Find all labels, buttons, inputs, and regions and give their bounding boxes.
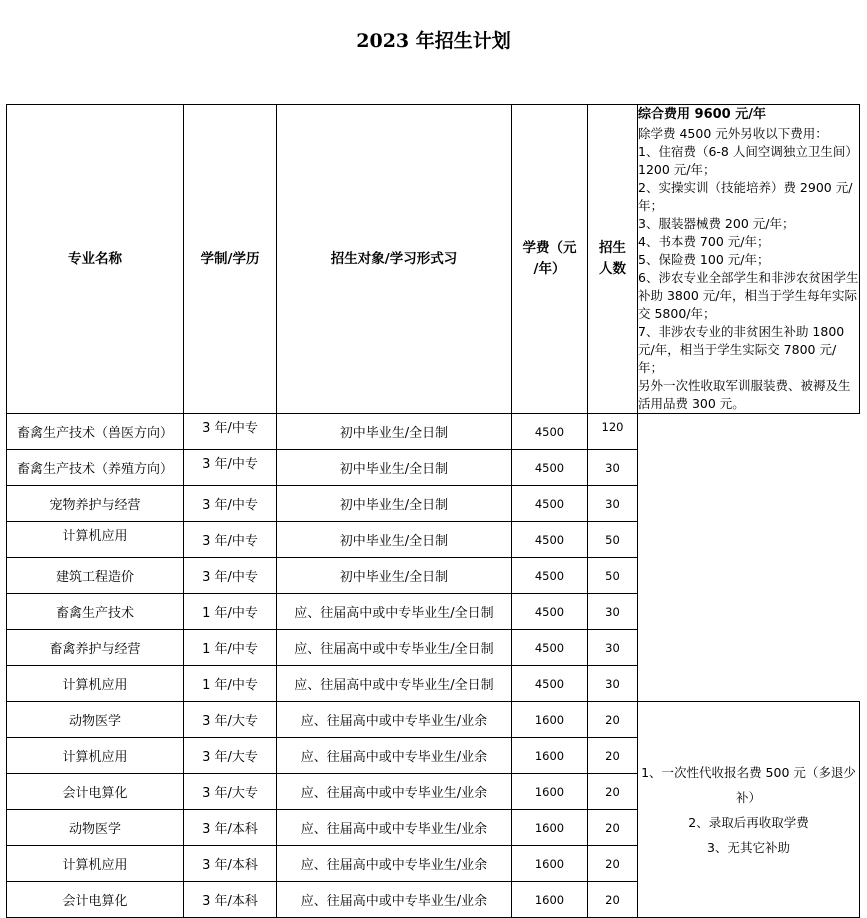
cell-target: 初中毕业生/全日制 (277, 450, 512, 486)
cell-tuition: 4500 (512, 486, 588, 522)
cell-target: 应、往届高中或中专毕业生/业余 (277, 846, 512, 882)
cell-tuition: 4500 (512, 414, 588, 450)
cell-count: 30 (588, 486, 638, 522)
table-row (7, 702, 860, 738)
cell-count: 50 (588, 522, 638, 558)
cell-count: 20 (588, 738, 638, 774)
cell-target: 初中毕业生/全日制 (277, 486, 512, 522)
cell-major: 会计电算化 (7, 774, 184, 810)
table-row (7, 630, 860, 666)
fees-line: 3、服装器械费 200 元/年； (638, 216, 795, 231)
cell-major: 计算机应用 (7, 738, 184, 774)
cell-duration: 3 年/大专 (184, 774, 277, 810)
cell-tuition: 4500 (512, 630, 588, 666)
table-row (7, 522, 860, 558)
cell-duration: 3 年/本科 (184, 882, 277, 918)
cell-major: 计算机应用 (7, 666, 184, 702)
table-row (7, 486, 860, 522)
cell-count: 120 (588, 414, 638, 450)
table-row (7, 594, 860, 630)
page-title: 2023 年招生计划 (356, 30, 511, 52)
header-count-line-2: 人数 (599, 261, 626, 277)
table-row (7, 450, 860, 486)
table-row (7, 414, 860, 450)
cell-duration: 3 年/中专 (184, 414, 277, 450)
header-tuition-line-1: 学费（元 (522, 240, 577, 256)
cell-major: 畜禽养护与经营 (7, 630, 184, 666)
cell-target: 应、往届高中或中专毕业生/业余 (277, 882, 512, 918)
fees-line: 4、书本费 700 元/年； (638, 234, 770, 249)
cell-duration: 3 年/本科 (184, 846, 277, 882)
cell-major: 宠物养护与经营 (7, 486, 184, 522)
header-tuition (512, 105, 588, 414)
cell-target: 应、往届高中或中专毕业生/全日制 (277, 594, 512, 630)
table-row (7, 558, 860, 594)
cell-duration: 3 年/大专 (184, 738, 277, 774)
cell-duration: 3 年/本科 (184, 810, 277, 846)
cell-tuition: 4500 (512, 666, 588, 702)
note-line: 2、录取后再收取学费 (688, 814, 809, 830)
cell-major: 畜禽生产技术 (7, 594, 184, 630)
cell-target: 应、往届高中或中专毕业生/业余 (277, 774, 512, 810)
fees-line: 7、非涉农专业的非贫困生补助 1800 元/年，相当于学生实际交 7800 元/年； (638, 324, 845, 375)
cell-count: 20 (588, 882, 638, 918)
cell-tuition: 4500 (512, 450, 588, 486)
cell-tuition: 4500 (512, 558, 588, 594)
enrollment-plan-table (6, 104, 860, 918)
fees-line: 1、住宿费（6-8 人间空调独立卫生间）1200 元/年； (638, 144, 858, 177)
fees-line: 5、保险费 100 元/年； (638, 252, 770, 267)
cell-target: 应、往届高中或中专毕业生/全日制 (277, 666, 512, 702)
cell-duration: 1 年/中专 (184, 630, 277, 666)
cell-count: 30 (588, 594, 638, 630)
fees-line: 另外一次性收取军训服装费、被褥及生活用品费 300 元。 (638, 378, 851, 411)
fees-heading: 综合费用 9600 元/年 (638, 107, 766, 122)
cell-tuition: 1600 (512, 738, 588, 774)
comprehensive-fees-note (638, 105, 860, 414)
cell-tuition: 4500 (512, 522, 588, 558)
table-row (7, 666, 860, 702)
cell-count: 30 (588, 450, 638, 486)
cell-tuition: 4500 (512, 594, 588, 630)
cell-duration: 3 年/中专 (184, 450, 277, 486)
header-tuition-line-2: /年） (533, 261, 566, 277)
cell-target: 初中毕业生/全日制 (277, 558, 512, 594)
cell-duration: 1 年/中专 (184, 594, 277, 630)
note-line: 3、无其它补助 (707, 839, 790, 855)
cell-tuition: 1600 (512, 810, 588, 846)
cell-major: 动物医学 (7, 702, 184, 738)
cell-target: 应、往届高中或中专毕业生/业余 (277, 738, 512, 774)
cell-duration: 1 年/中专 (184, 666, 277, 702)
cell-count: 20 (588, 846, 638, 882)
header-target: 招生对象/学习形式习 (277, 105, 512, 414)
cell-count: 30 (588, 666, 638, 702)
adult-education-note (638, 702, 860, 918)
cell-tuition: 1600 (512, 774, 588, 810)
cell-count: 20 (588, 774, 638, 810)
cell-major: 畜禽生产技术（兽医方向） (7, 414, 184, 450)
cell-major: 计算机应用 (7, 522, 184, 558)
cell-major: 会计电算化 (7, 882, 184, 918)
cell-major: 建筑工程造价 (7, 558, 184, 594)
cell-major: 动物医学 (7, 810, 184, 846)
cell-tuition: 1600 (512, 882, 588, 918)
cell-tuition: 1600 (512, 702, 588, 738)
cell-target: 初中毕业生/全日制 (277, 522, 512, 558)
header-duration: 学制/学历 (184, 105, 277, 414)
cell-count: 20 (588, 702, 638, 738)
cell-target: 应、往届高中或中专毕业生/全日制 (277, 630, 512, 666)
cell-duration: 3 年/中专 (184, 558, 277, 594)
cell-target: 应、往届高中或中专毕业生/业余 (277, 702, 512, 738)
fees-line: 2、实操实训（技能培养）费 2900 元/年； (638, 180, 853, 213)
cell-major: 计算机应用 (7, 846, 184, 882)
cell-count: 50 (588, 558, 638, 594)
cell-target: 应、往届高中或中专毕业生/业余 (277, 810, 512, 846)
cell-count: 20 (588, 810, 638, 846)
cell-duration: 3 年/大专 (184, 702, 277, 738)
header-count (588, 105, 638, 414)
fees-line: 除学费 4500 元外另收以下费用： (638, 126, 828, 141)
cell-duration: 3 年/中专 (184, 522, 277, 558)
cell-target: 初中毕业生/全日制 (277, 414, 512, 450)
note-line: 1、一次性代收报名费 500 元（多退少补） (641, 764, 856, 805)
table-header-row (7, 105, 860, 414)
cell-duration: 3 年/中专 (184, 486, 277, 522)
header-count-line-1: 招生 (599, 240, 626, 256)
fees-line: 6、涉农专业全部学生和非涉农贫困学生补助 3800 元/年，相当于学生每年实际交 5800/年； (638, 270, 859, 321)
cell-major: 畜禽生产技术（养殖方向） (7, 450, 184, 486)
cell-count: 30 (588, 630, 638, 666)
header-major: 专业名称 (7, 105, 184, 414)
cell-tuition: 1600 (512, 846, 588, 882)
